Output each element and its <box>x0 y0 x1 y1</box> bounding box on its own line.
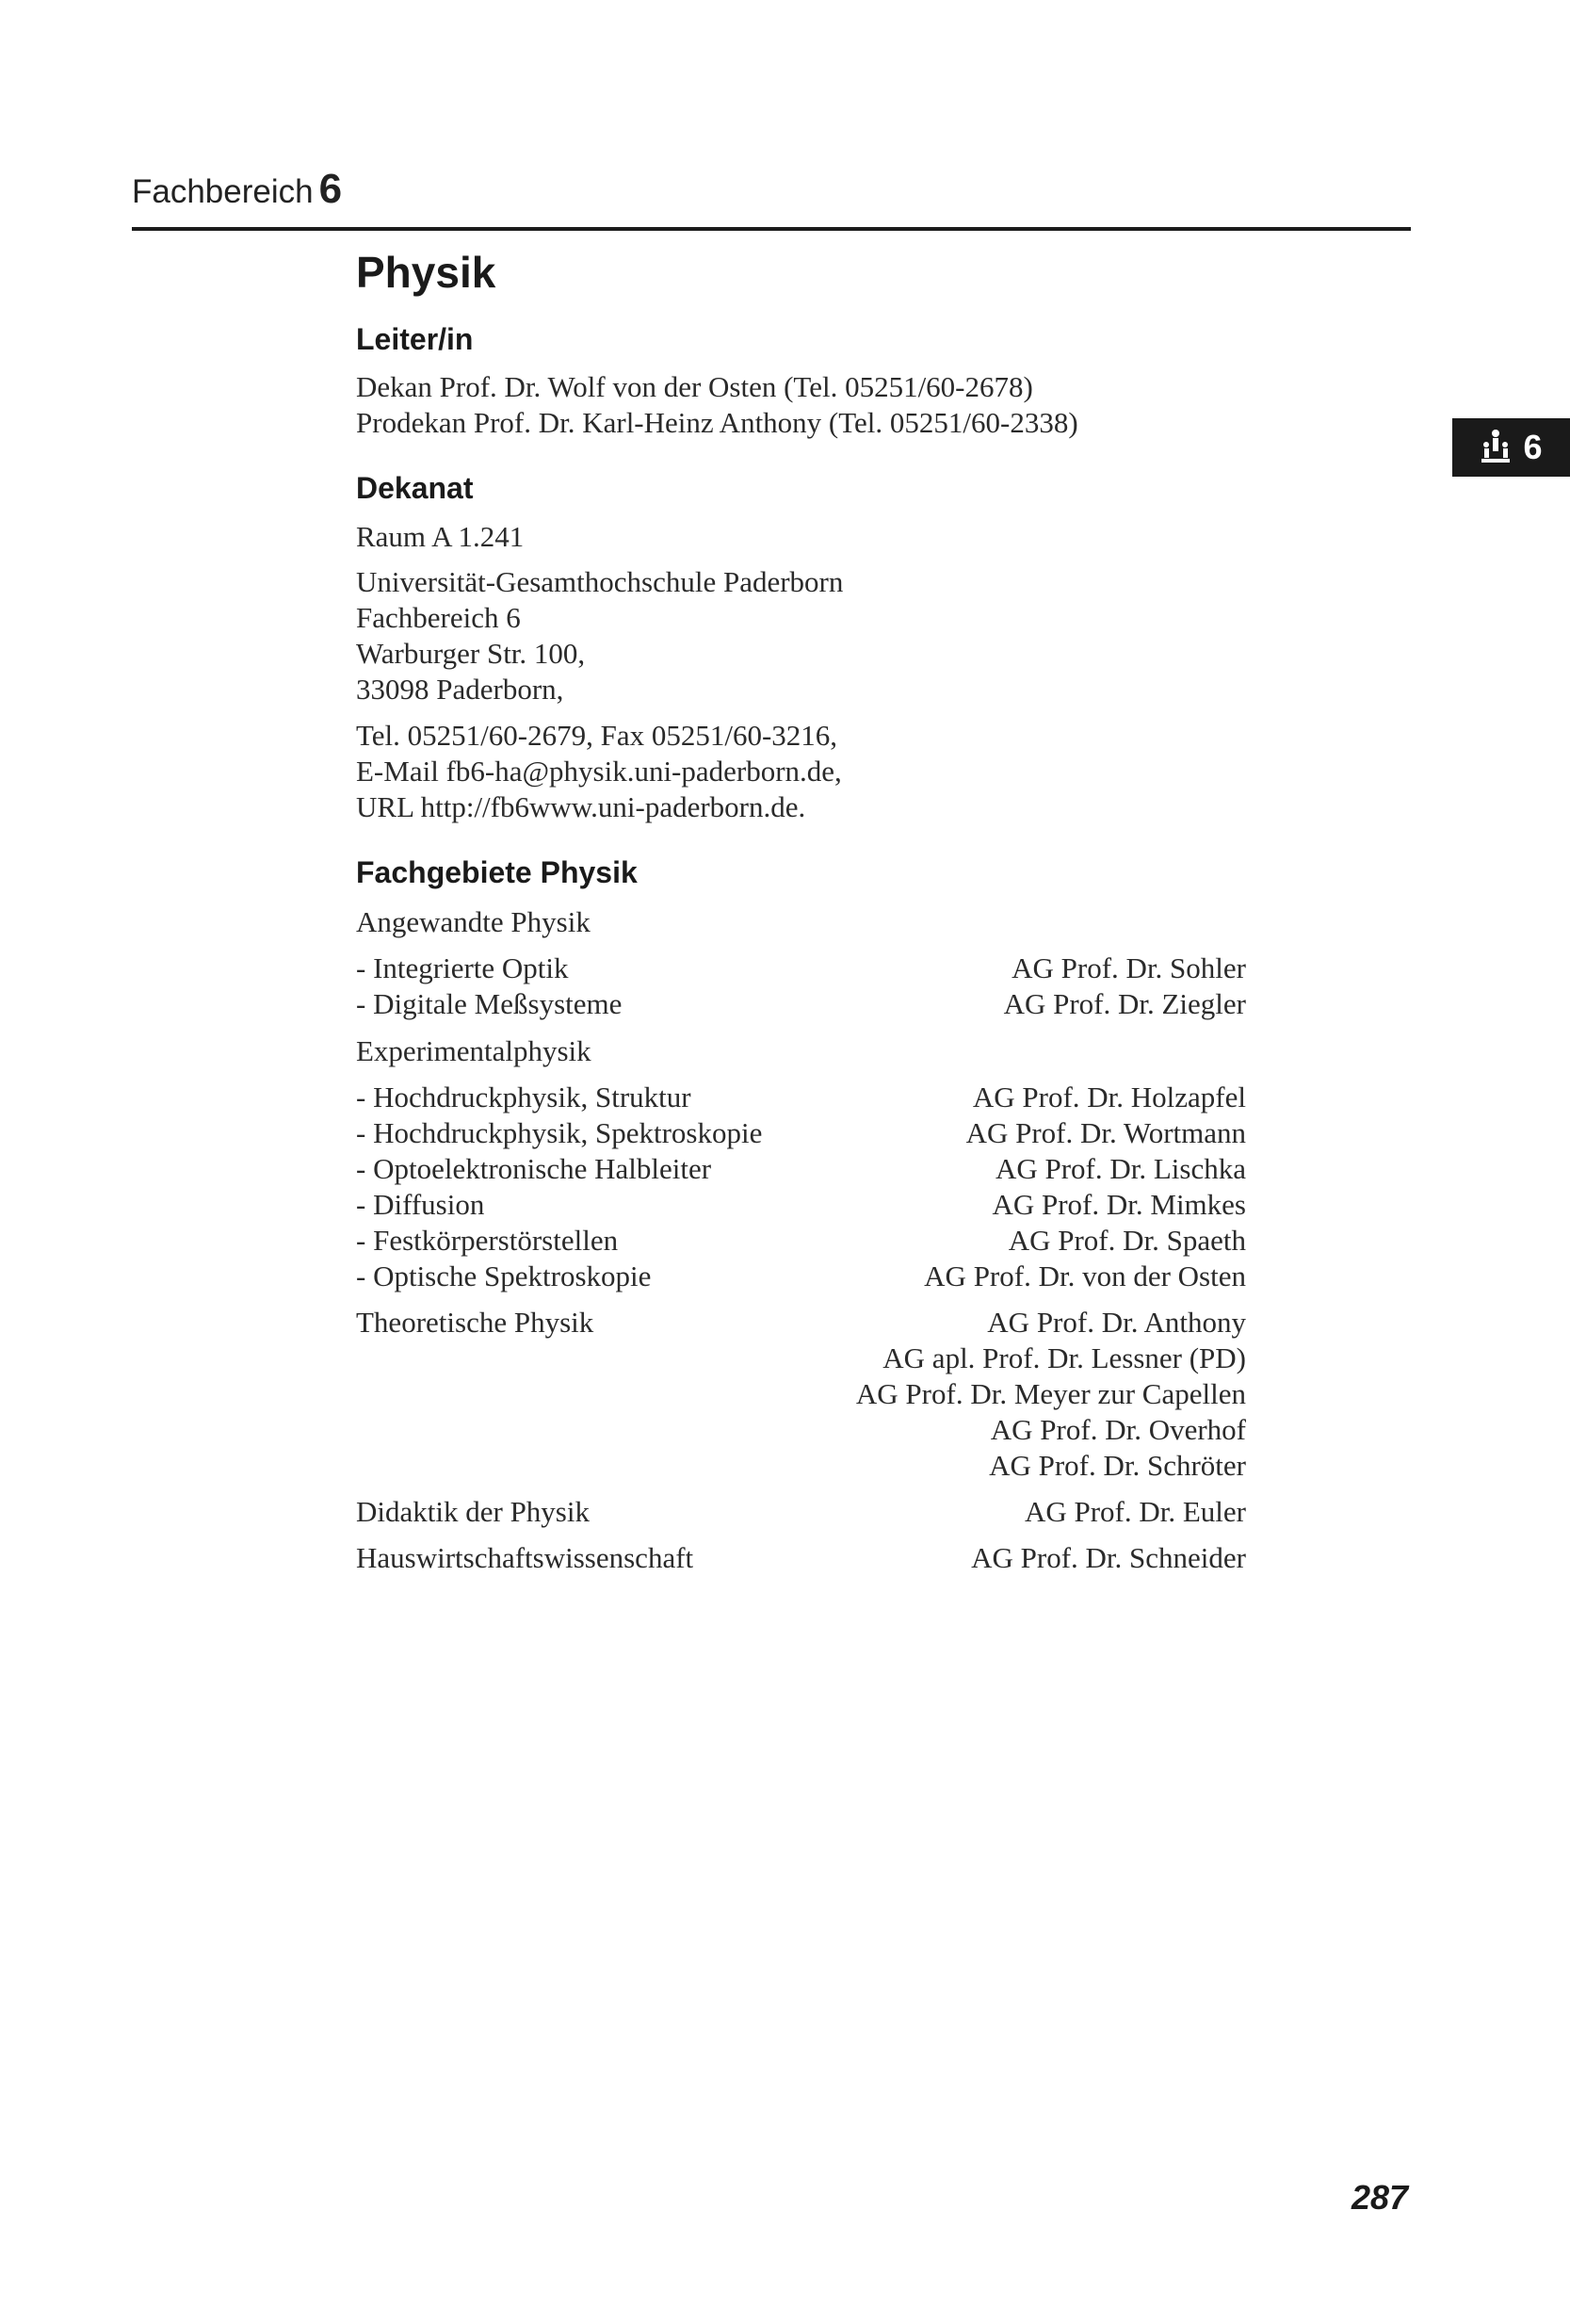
header-label: Fachbereich <box>132 173 314 210</box>
people-icon <box>1480 429 1512 466</box>
list-item: - Digitale Meßsysteme AG Prof. Dr. Ziegler <box>356 987 1246 1020</box>
list-item: - Diffusion AG Prof. Dr. Mimkes <box>356 1188 1246 1221</box>
email-line: E-Mail fb6-ha@physik.uni-paderborn.de, <box>356 755 842 788</box>
group-label: Angewandte Physik <box>356 905 591 938</box>
header-rule <box>132 227 1411 231</box>
group-label: Theoretische Physik <box>356 1306 594 1339</box>
address-line: Fachbereich 6 <box>356 601 521 634</box>
prodekan-line: Prodekan Prof. Dr. Karl-Heinz Anthony (Tel. 05251/60-2338) <box>356 406 1078 439</box>
list-item: - Festkörperstörstellen AG Prof. Dr. Spaeth <box>356 1224 1246 1257</box>
fachgebiete-heading: Fachgebiete Physik <box>356 855 638 889</box>
list-item: AG apl. Prof. Dr. Lessner (PD) <box>882 1341 1246 1374</box>
list-item: - Optoelektronische Halbleiter AG Prof. Dr. Lischka <box>356 1152 1246 1185</box>
contact-line: Tel. 05251/60-2679, Fax 05251/60-3216, <box>356 719 838 752</box>
group-label: Experimentalphysik <box>356 1034 591 1067</box>
dekan-line: Dekan Prof. Dr. Wolf von der Osten (Tel. 05251/60-2678) <box>356 370 1033 403</box>
room-line: Raum A 1.241 <box>356 520 525 553</box>
address-line: Warburger Str. 100, <box>356 637 586 670</box>
chapter-tab <box>1452 418 1570 477</box>
group-label: Didaktik der Physik <box>356 1495 590 1528</box>
list-item: Theoretische Physik AG Prof. Dr. Anthony <box>356 1306 1246 1339</box>
list-item: - Integrierte Optik AG Prof. Dr. Sohler <box>356 951 1246 984</box>
list-item: AG Prof. Dr. Overhof <box>990 1413 1246 1446</box>
url-line: URL http://fb6www.uni-paderborn.de. <box>356 790 806 823</box>
header-number: 6 <box>318 166 343 212</box>
address-line: Universität-Gesamthochschule Paderborn <box>356 565 844 598</box>
dekanat-heading: Dekanat <box>356 471 474 505</box>
chapter-tab-number: 6 <box>1523 428 1543 466</box>
address-line: 33098 Paderborn, <box>356 673 564 706</box>
page-number: 287 <box>1351 2178 1409 2217</box>
list-item: - Hochdruckphysik, Struktur AG Prof. Dr. Holzapfel <box>356 1081 1246 1113</box>
list-item: Didaktik der Physik AG Prof. Dr. Euler <box>356 1495 1246 1528</box>
page-title: Physik <box>356 248 496 297</box>
leitung-heading: Leiter/in <box>356 322 474 356</box>
list-item: AG Prof. Dr. Meyer zur Capellen <box>855 1377 1246 1410</box>
running-header <box>132 166 342 213</box>
list-item: Hauswirtschaftswissenschaft AG Prof. Dr. Schneider <box>356 1541 1246 1574</box>
group-label: Hauswirtschaftswissenschaft <box>356 1541 694 1574</box>
list-item: AG Prof. Dr. Schröter <box>989 1449 1246 1482</box>
list-item: - Optische Spektroskopie AG Prof. Dr. von der Osten <box>356 1260 1246 1292</box>
list-item: - Hochdruckphysik, Spektroskopie AG Prof. Dr. Wortmann <box>356 1116 1246 1149</box>
